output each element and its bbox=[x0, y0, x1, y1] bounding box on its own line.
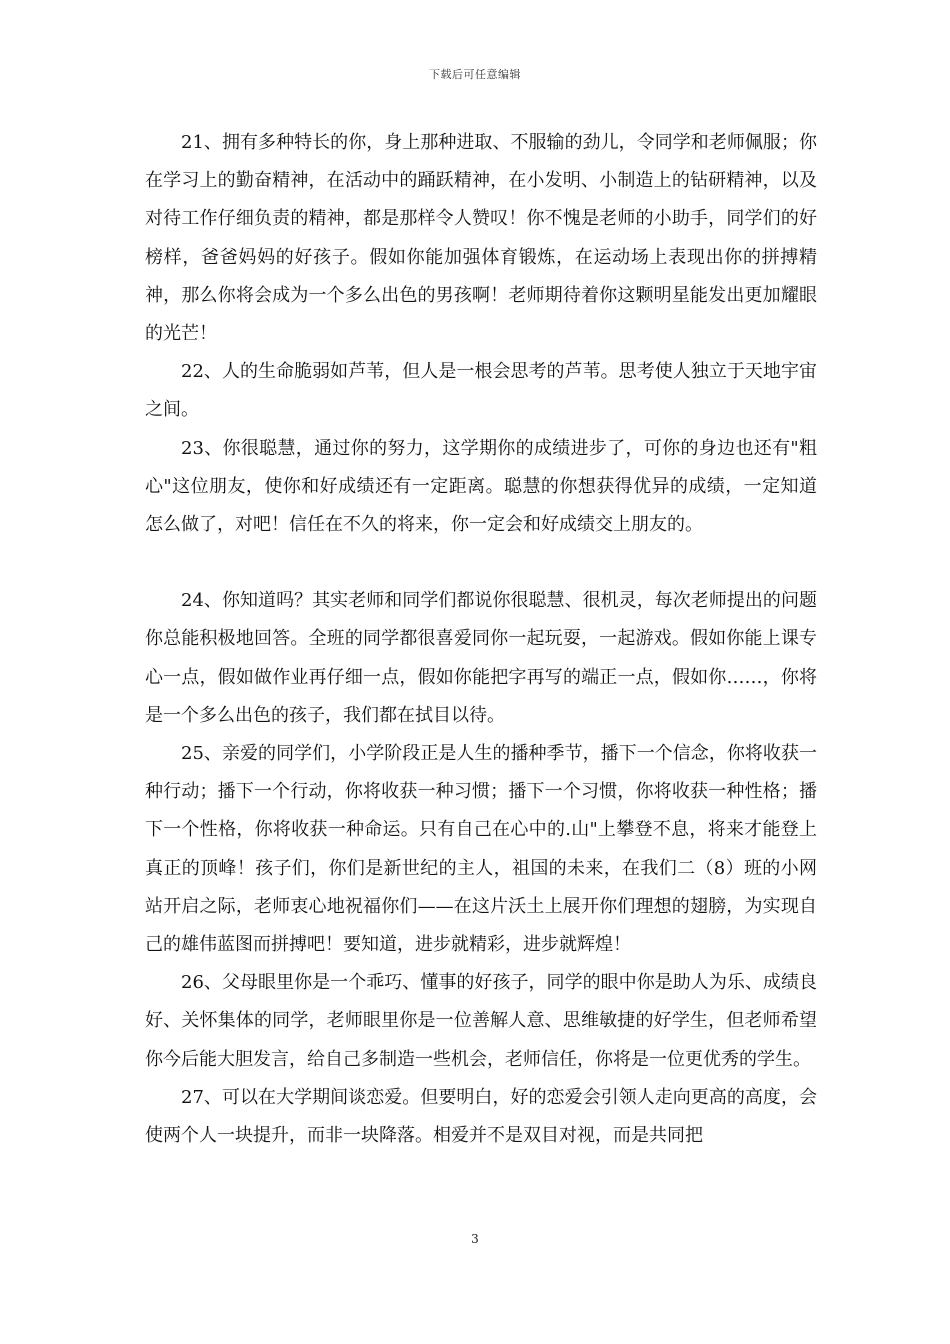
paragraph-23: 23、你很聪慧，通过你的努力，这学期你的成绩进步了，可你的身边也还有"粗心"这位朋友，使你和好成绩还有一定距离。聪慧的你想获得优异的成绩，一定知道怎么做了，对吧！信任在不久的将来，你一定会和好成绩交上朋友的。 bbox=[145, 437, 817, 536]
paragraph-27: 27、可以在大学期间谈恋爱。但要明白，好的恋爱会引领人走向更高的高度，会使两个人一块提升，而非一块降落。相爱并不是双目对视，而是共同把 bbox=[145, 1086, 817, 1147]
paragraph-25: 25、亲爱的同学们，小学阶段正是人生的播种季节，播下一个信念，你将收获一种行动；播下一个行动，你将收获一种习惯；播下一个习惯，你将收获一种性格；播下一个性格，你将收获一种命运。只有自己在心中的.山"上攀登不息，将来才能登上真正的顶峰！孩子们，你们是新世纪的主人，祖国的未来，在我们二（8）班的小网站开启之际，老师衷心地祝福你们——在这片沃土上展开你们理想的翅膀，为实现自己的雄伟蓝图而拼搏吧！要知道，进步就精彩，进步就辉煌！ bbox=[145, 743, 817, 956]
body-text bbox=[145, 124, 817, 1155]
paragraph-22: 22、人的生命脆弱如芦苇，但人是一根会思考的芦苇。思考使人独立于天地宇宙之间。 bbox=[145, 361, 817, 421]
page-header: 下载后可任意编辑 bbox=[429, 68, 521, 81]
page-number: 3 bbox=[471, 1232, 479, 1246]
paragraph-21: 21、拥有多种特长的你，身上那种进取、不服输的劲儿，令同学和老师佩服；你在学习上的勤奋精神，在活动中的踊跃精神，在小发明、小制造上的钻研精神，以及对待工作仔细负责的精神，都是那样令人赞叹！你不愧是老师的小助手，同学们的好榜样，爸爸妈妈的好孩子。假如你能加强体育锻炼，在运动场上表现出你的拼搏精神，那么你将会成为一个多么出色的男孩啊！老师期待着你这颗明星能发出更加耀眼的光芒！ bbox=[145, 132, 817, 345]
paragraph-24: 24、你知道吗？其实老师和同学们都说你很聪慧、很机灵，每次老师提出的问题你总能积极地回答。全班的同学都很喜爱同你一起玩耍，一起游戏。假如你能上课专心一点，假如做作业再仔细一点，假如你能把字再写的端正一点，假如你……，你将是一个多么出色的孩子，我们都在拭目以待。 bbox=[145, 590, 817, 726]
paragraph-26: 26、父母眼里你是一个乖巧、懂事的好孩子，同学的眼中你是助人为乐、成绩良好、关怀集体的同学，老师眼里你是一位善解人意、思维敏捷的好学生，但老师希望你今后能大胆发言，给自己多制造一些机会，老师信任，你将是一位更优秀的学生。 bbox=[145, 972, 817, 1070]
